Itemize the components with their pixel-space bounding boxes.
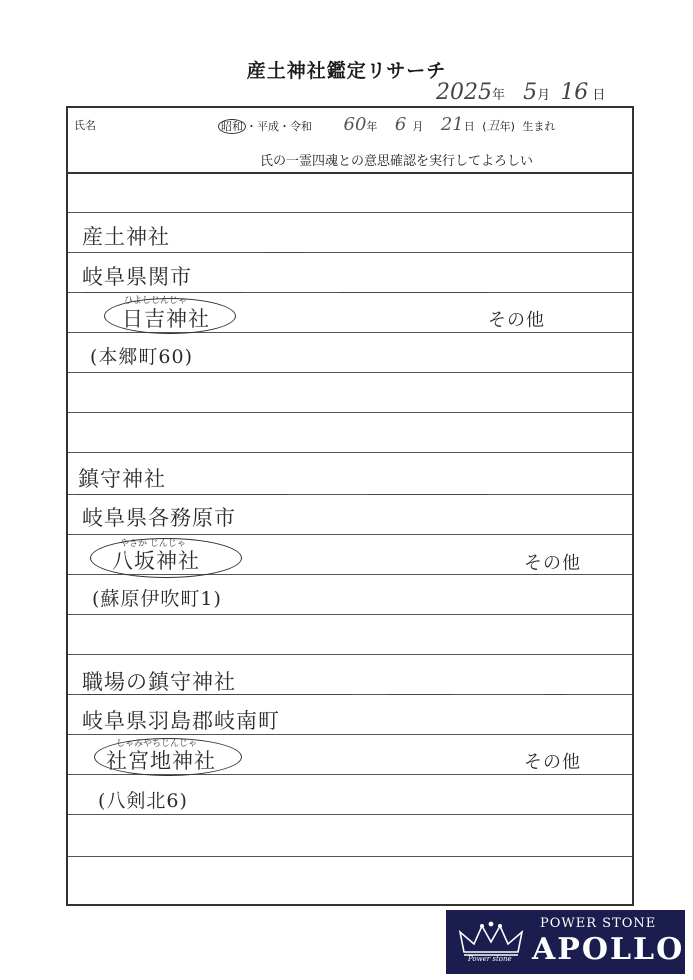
underline <box>368 494 488 495</box>
rule-line <box>68 654 632 655</box>
name-label: 氏名 <box>74 119 96 132</box>
section-2-category: その他 <box>524 553 581 574</box>
section-1-heading: 産土神社 <box>82 225 170 249</box>
rule-line <box>68 172 632 174</box>
rule-line <box>68 614 632 615</box>
rule-line <box>68 452 632 453</box>
section-2-shrine: 八坂神社 <box>112 549 200 573</box>
rule-line <box>68 534 632 535</box>
consent-text: 氏の一霊四魂との意思確認を実行してよろしい <box>260 154 534 169</box>
date-day: 16 <box>560 80 589 105</box>
section-2-heading: 鎮守神社 <box>78 467 166 491</box>
underline <box>264 252 304 253</box>
section-1-address: (本郷町60) <box>90 346 194 368</box>
logo-power-stone: POWER STONE <box>540 916 657 931</box>
section-1-category: その他 <box>488 310 545 331</box>
underline <box>544 694 566 695</box>
section-3-shrine: 社宮地神社 <box>106 749 216 773</box>
section-2-address: (蘇原伊吹町1) <box>92 588 222 610</box>
birth-day: 21 <box>440 114 464 135</box>
research-form <box>66 106 634 906</box>
section-1-shrine: 日吉神社 <box>122 307 210 331</box>
section-2-location: 岐阜県各務原市 <box>82 506 236 530</box>
section-2-shrine-reading: やさか じんじゃ <box>120 539 186 549</box>
section-3-shrine-reading: しゃみやちじんじゃ <box>116 739 198 749</box>
section-1-shrine-reading: ひよしじんじゃ <box>124 296 188 306</box>
era-showa: 昭和 <box>218 119 246 134</box>
section-3-address: (八剣北6) <box>98 790 188 812</box>
rule-line <box>68 212 632 213</box>
rule-line <box>68 372 632 373</box>
rule-line <box>68 856 632 857</box>
logo-apollo: APOLLO <box>532 932 685 967</box>
underline <box>78 494 288 495</box>
logo-tagline: Power stone <box>468 955 512 963</box>
date-year: 2025 <box>436 80 492 105</box>
section-3-heading: 職場の鎮守神社 <box>82 670 236 694</box>
underline <box>390 694 450 695</box>
crown-icon <box>456 920 526 960</box>
date-line: 2025年 5月 16 日 <box>436 80 606 105</box>
underline <box>82 694 352 695</box>
birth-month: 6 <box>394 114 407 135</box>
section-1-location: 岐阜県関市 <box>82 265 192 289</box>
era-reiwa: 令和 <box>290 120 312 133</box>
underline <box>338 292 488 293</box>
era-heisei: 平成 <box>257 120 279 133</box>
birth-eto: 丑 <box>486 119 500 134</box>
birth-date: 昭和 ・平成・令和 60年 6 月 21日 (丑年) 生まれ <box>218 114 555 135</box>
rule-line <box>68 814 632 815</box>
apollo-logo <box>446 910 685 974</box>
section-3-category: その他 <box>524 752 581 773</box>
section-3-location: 岐阜県羽島郡岐南町 <box>82 709 280 733</box>
rule-line <box>68 412 632 413</box>
rule-line <box>68 252 632 253</box>
page-title: 産土神社鑑定リサーチ <box>246 60 447 82</box>
birth-year: 60 <box>343 114 367 135</box>
date-month: 5 <box>523 80 538 105</box>
